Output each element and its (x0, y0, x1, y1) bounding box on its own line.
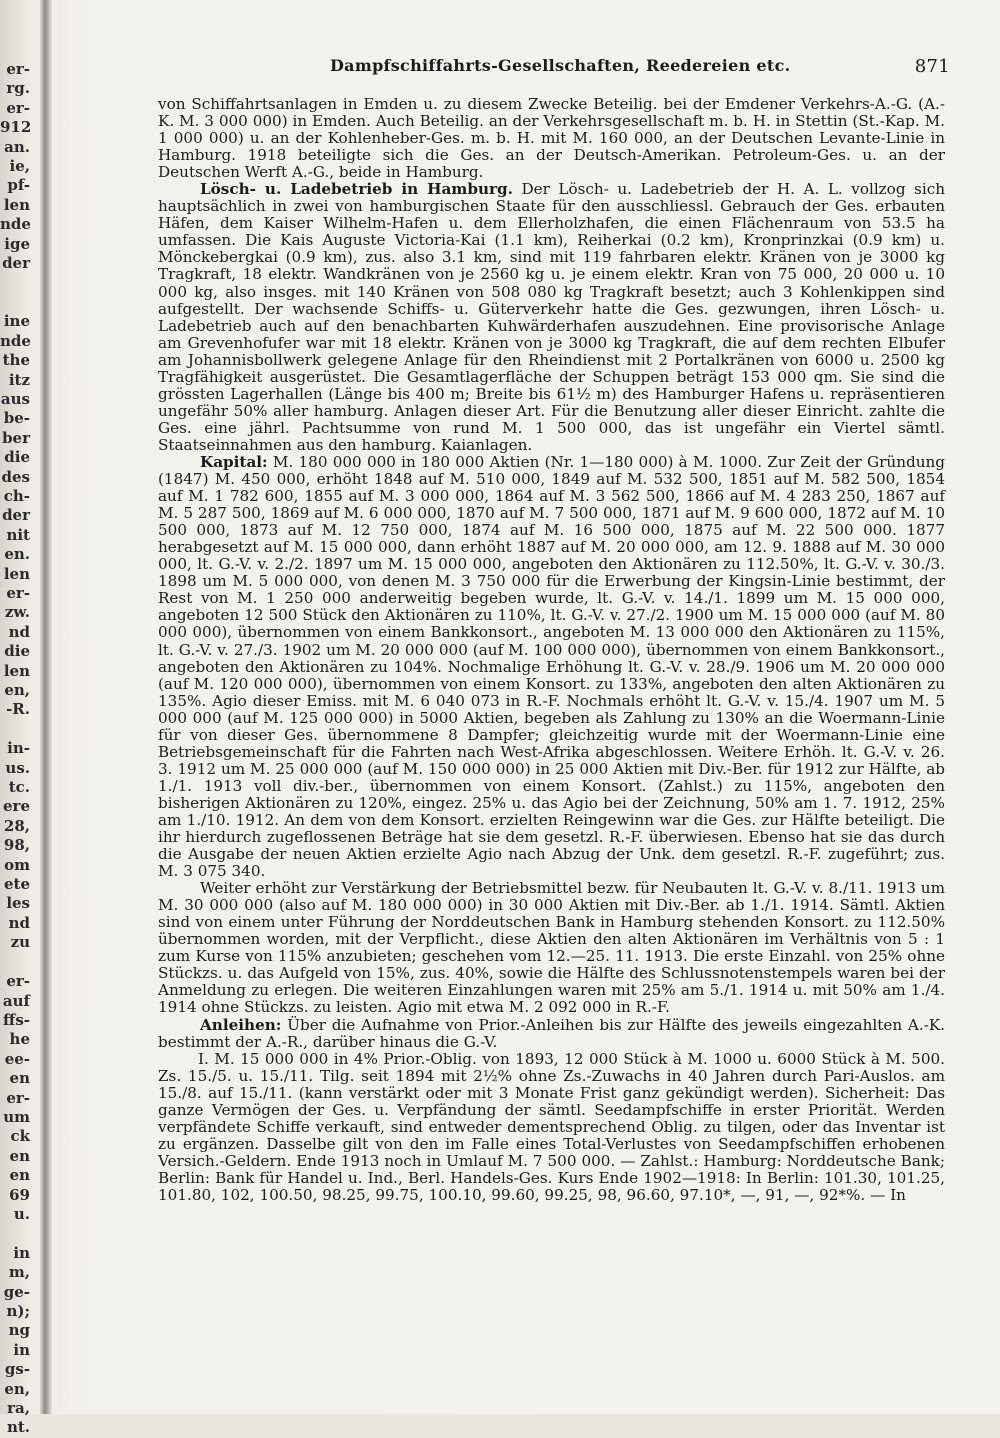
margin-fragment: des (1, 467, 30, 486)
margin-fragment: er- (6, 98, 30, 117)
margin-fragment: itz (8, 370, 30, 389)
margin-fragment: ete (3, 875, 30, 894)
margin-fragment: ige (4, 234, 30, 253)
paragraph-text: I. M. 15 000 000 in 4% Prior.-Oblig. von 1893, 12 000 Stück à M. 1000 u. 6000 Stück à M. 500. Zs. 15./5. u. 15./11. Tilg. seit 1894 mit 2½% ohne Zs.-Zuwachs in 40 Jahren durch Pari-Auslos. am 15./8. auf 15./11. (kann verstärkt oder mit 3 Monate Frist ganz gekündigt werden). Sicherheit: Das ganze Vermögen der Ges. u. Verpfändung der sämtl. Seedampfschiffe in erster Priorität. Werden verpfändete Schiffe verkauft, sind entweder dementsprechend Oblig. zu tilgen, oder das Inventar ist zu ergänzen. Dasselbe gilt von den im Falle eines Total-Verlustes von Seedampfschiffen erhobenen Versich.-Geldern. Ende 1913 noch in Umlauf M. 7 500 000. — Zahlst.: Hamburg: Norddeutsche Bank; Berlin: Bank für Handel u. Ind., Berl. Handels-Ges. Kurs Ende 1902—1918: In Berlin: 101.30, 101.25, 101.80, 102, 100.50, 98.25, 99.75, 100.10, 99.60, 99.25, 98, 96.60, 97.10*, —, 91, —, 92*%. — In (158, 1049, 945, 1204)
book-spine-shadow (40, 0, 52, 1414)
margin-fragment: ra, (7, 1399, 30, 1418)
margin-fragment: 912 (0, 118, 32, 137)
paragraph-text: M. 180 000 000 in 180 000 Aktien (Nr. 1—180 000) à M. 1000. Zur Zeit der Gründung (1847) M. 450 000, erhöht 1848 auf M. 510 000, 1849 auf M. 532 500, 1851 auf M. 582 500, 1854 auf M. 1 782 600, 1855 auf M. 3 000 000, 1864 auf M. 3 562 500, 1866 auf M. 4 283 250, 1867 auf M. 5 287 500, 1869 auf M. 6 000 000, 1870 auf M. 7 500 000, 1871 auf M. 9 600 000, 1872 auf M. 10 500 000, 1873 auf M. 12 750 000, 1874 auf M. 16 500 000, 1875 auf M. 22 500 000. 1877 herabgesetzt auf M. 15 000 000, dann erhöht 1887 auf M. 20 000 000, am 12. 9. 1888 auf M. 30 000 000, lt. G.-V. v. 2./2. 1897 um M. 15 000 000, angeboten den Aktionären zu 112.50%, lt. G.-V. v. 30./3. 1898 um M. 5 000 000, von denen M. 3 750 000 für die Erwerbung der Kingsin-Linie bestimmt, der Rest von M. 1 250 000 anderweitig begeben wurde, lt. G.-V. v. 14./1. 1899 um M. 15 000 000, angeboten 12 500 Stück den Aktionären zu 110%, lt. G.-V. v. 27./2. 1900 um M. 15 000 000 (auf M. 80 000 000), übernommen von einem Bankkonsort., angeboten M. 13 000 000 den Aktionären zu 115%, lt. G.-V. v. 27./3. 1902 um M. 20 000 000 (auf M. 100 000 000), übernommen von einem Bankkonsort., angeboten den Aktionären zu 104%. Nochmalige Erhöhung lt. G.-V. v. 28./9. 1906 um M. 20 000 000 (auf M. 120 000 000), übernommen von einem Konsort. zu 133%, angeboten den alten Aktionären zu 135%. Agio dieser Emiss. mit M. 6 040 073 in R.-F. Nochmals erhöht lt. G.-V. v. 15./4. 1907 um M. 5 000 000 (auf M. 125 000 000) in 5000 Aktien, begeben als Zahlung zu 130% an die Woermann-Linie für von dieser Ges. übernommene 8 Dampfer; gleichzeitig wurde mit der Woermann-Linie eine Betriebsgemeinschaft für die Fahrten nach West-Afrika abgeschlossen. Weitere Erhöh. lt. G.-V. v. 26. 3. 1912 um M. 25 000 000 (auf M. 150 000 000) in 25 000 Aktien mit Div.-Ber. für 1912 zur Hälfte, ab 1./1. 1913 voll div.-ber., übernommen von einem Konsort. (Zahlst.) zu 115%, angeboten den bisherigen Aktionären zu 120%, eingez. 25% u. das Agio bei der Zeichnung, 50% am 1. 7. 1912, 25% am 1./10. 1912. An dem von dem Konsort. erzielten Reingewinn war die Ges. zur Hälfte beteiligt. Die ihr hierdurch zugeflossenen Beträge hat sie dem gesetzl. R.-F. überwiesen. Ebenso hat sie das durch die Ausgabe der neuen Aktien erzielte Agio nach Abzug der Unk. dem gesetzl. R.-F. zugeführt; zus. M. 3 075 340. (158, 452, 945, 881)
adjacent-page-margin (0, 60, 32, 1437)
paragraph-participations (158, 96, 945, 181)
margin-fragment: en. (4, 545, 30, 564)
margin-fragment: 69 (9, 1185, 30, 1204)
margin-fragment: om (4, 855, 30, 874)
margin-fragment: er- (6, 60, 30, 78)
article-body (158, 96, 945, 1204)
margin-fragment: 98, (3, 836, 30, 855)
page-number: 871 (914, 56, 950, 77)
margin-fragment: nde (0, 215, 31, 234)
margin-fragment: der (2, 506, 30, 525)
margin-fragment: in (13, 1340, 30, 1359)
margin-fragment: en (9, 1146, 30, 1165)
margin-fragment: in (13, 1243, 30, 1262)
margin-fragment: u. (13, 1204, 30, 1223)
margin-fragment: the (2, 351, 30, 370)
margin-fragment: nit (6, 525, 30, 544)
margin-fragment: ng (8, 1321, 30, 1340)
margin-fragment: be- (3, 409, 30, 428)
margin-fragment: in- (7, 739, 30, 758)
margin-fragment: en, (4, 1379, 30, 1398)
margin-fragment: en, (4, 681, 30, 699)
margin-fragment: um (3, 1107, 30, 1126)
margin-fragment: ere (3, 797, 30, 816)
margin-fragment: ber (2, 428, 30, 447)
margin-fragment: en (9, 1069, 30, 1088)
margin-fragment: n); (6, 1302, 30, 1320)
margin-fragment (0, 293, 30, 312)
margin-fragment: ge- (3, 1282, 30, 1301)
margin-fragment: rg. (6, 79, 30, 98)
margin-fragment: die (4, 642, 30, 661)
margin-fragment (0, 720, 30, 739)
margin-fragment: zw. (4, 603, 30, 622)
paragraph-lead: Kapital: (200, 452, 268, 471)
margin-fragment: er- (6, 583, 30, 602)
margin-fragment: ck (10, 1127, 30, 1146)
margin-fragment: ffs- (3, 1010, 30, 1029)
paragraph-lead: Lösch- u. Ladebetrieb in Hamburg. (200, 180, 513, 199)
paragraph-prior-oblig (158, 1051, 945, 1204)
margin-fragment: gs- (4, 1360, 30, 1379)
paragraph-loesch-ladebetrieb (158, 181, 945, 454)
paragraph-text: Der Lösch- u. Ladebetrieb der H. A. L. vollzog sich hauptsächlich in zwei von hamburgischen Staate für den ausschliessl. Gebrauch der Ges. erbauten Häfen, dem Kaiser Wilhelm-Hafen u. dem Ellerholzhafen, die einen Flächenraum von 53.5 ha umfassen. Die Kais Auguste Victoria-Kai (1.1 km), Reiherkai (0.2 km), Kronprinzkai (0.9 km) u. Mönckebergkai (0.9 km), zus. also 3.1 km, sind mit 119 fahrbaren elektr. Kränen von je 3000 kg Tragkraft, 18 elektr. Wandkränen von je 2560 kg u. je einem elektr. Kran von 75 000, 20 000 u. 10 000 kg, also insges. mit 140 Kränen von 508 080 kg Tragkraft besetzt; auch 3 Kohlenkippen sind aufgestellt. Der wachsende Schiffs- u. Güterverkehr hatte die Ges. gezwungen, ihren Lösch- u. Ladebetrieb auch auf den benachbarten Kuhwärderhafen auszudehnen. Eine provisorische Anlage am Grevenhofufer war mit 18 elektr. Kränen von je 3000 kg Tragkraft, die auf dem rechten Elbufer am Johannisbollwerk gelegene Anlage für den Rheindienst mit 2 Portalkränen von 6000 u. 2500 kg Tragfähigkeit ausgerüstet. Die Gesamtlagerfläche der Schuppen beträgt 153 000 qm. Sie sind die grössten Lagerhallen (Länge bis 400 m; Breite bis 61½ m) des Hamburger Hafens u. repräsentieren ungefähr 50% aller hamburg. Anlagen dieser Art. Für die Benutzung aller dieser Einricht. zahlte die Ges. eine jährl. Pachtsumme von rund M. 1 500 000, das ist ungefähr ein Viertel sämtl. Staatseinnahmen aus den hamburg. Kaianlagen. (158, 180, 945, 454)
paragraph-lead: Anleihen: (200, 1015, 282, 1034)
margin-fragment: len (3, 195, 30, 214)
margin-fragment: ee- (4, 1049, 30, 1068)
margin-fragment: er- (6, 1088, 30, 1107)
margin-fragment: he (9, 1030, 30, 1049)
margin-fragment: nt. (6, 1418, 30, 1437)
margin-fragment: m, (8, 1263, 30, 1282)
margin-fragment: die (4, 448, 30, 467)
margin-fragment: us. (5, 758, 30, 777)
paragraph-kapital (158, 454, 945, 880)
margin-fragment: pf- (7, 176, 30, 195)
paragraph-anleihen (158, 1017, 945, 1051)
margin-fragment (0, 273, 30, 292)
margin-fragment (0, 953, 30, 972)
margin-fragment: 28, (3, 816, 30, 835)
margin-fragment: zu (10, 933, 30, 952)
margin-fragment: nde (0, 331, 31, 350)
margin-fragment: len (3, 564, 30, 583)
paragraph-text: von Schiffahrtsanlagen in Emden u. zu diesem Zwecke Beteilig. bei der Emdener Verkehrs-A.-G. (A.-K. M. 3 000 000) in Emden. Auch Beteilig. an der Verkehrsgesellschaft m. b. H. in Stettin (St.-Kap. M. 1 000 000) u. an der Kohlenheber-Ges. m. b. H. mit M. 160 000, an der Deutschen Levante-Linie in Hamburg. 1918 beteiligte sich die Ges. an der Deutsch-Amerikan. Petroleum-Ges. u. an der Deutschen Werft A.-G., beide in Hamburg. (158, 95, 945, 182)
paragraph-weiter-erhoeht (158, 880, 945, 1016)
margin-fragment: tc. (8, 778, 30, 797)
margin-fragment: der (2, 254, 30, 273)
margin-fragment: auf (2, 991, 30, 1010)
margin-fragment (0, 1224, 30, 1243)
margin-fragment: -R. (6, 700, 30, 719)
paragraph-text: Weiter erhöht zur Verstärkung der Betriebsmittel bezw. für Neubauten lt. G.-V. v. 8./11. 1913 um M. 30 000 000 (also auf M. 180 000 000) in 30 000 Aktien mit Div.-Ber. ab 1./1. 1914. Sämtl. Aktien sind von einem unter Führung der Norddeutschen Bank in Hamburg stehenden Konsort. zu 112.50% übernommen worden, mit der Verpflicht., diese Aktien den alten Aktionären im Verhältnis von 5 : 1 zum Kurse von 115% anzubieten; geschehen vom 12.—25. 11. 1913. Die erste Einzahl. von 25% ohne Stückzs. u. das Aufgeld von 15%, zus. 40%, sowie die Hälfte des Schlussnotenstempels waren bei der Anmeldung zu erlegen. Die weiteren Einzahlungen waren mit 25% am 5./1. 1914 u. mit 50% am 1./4. 1914 ohne Stückzs. zu leisten. Agio mit etwa M. 2 092 000 in R.-F. (158, 879, 945, 1017)
header-title: Dampfschiffahrts-Gesellschaften, Reedereien etc. (330, 56, 791, 75)
margin-fragment: ch- (3, 486, 30, 505)
margin-fragment: les (6, 894, 30, 913)
margin-fragment: nd (8, 622, 30, 641)
margin-fragment: len (3, 661, 30, 680)
margin-fragment: nd (8, 913, 30, 932)
paragraph-text: Über die Aufnahme von Prior.-Anleihen bis zur Hälfte des jeweils eingezahlten A.-K. bestimmt der A.-R., darüber hinaus die G.-V. (158, 1015, 945, 1051)
margin-fragment: er- (6, 972, 30, 991)
margin-fragment: an. (4, 137, 30, 156)
margin-fragment: ine (3, 312, 30, 331)
margin-fragment: ie, (9, 157, 30, 176)
margin-fragment: en (9, 1166, 30, 1185)
margin-fragment: aus (0, 389, 30, 408)
